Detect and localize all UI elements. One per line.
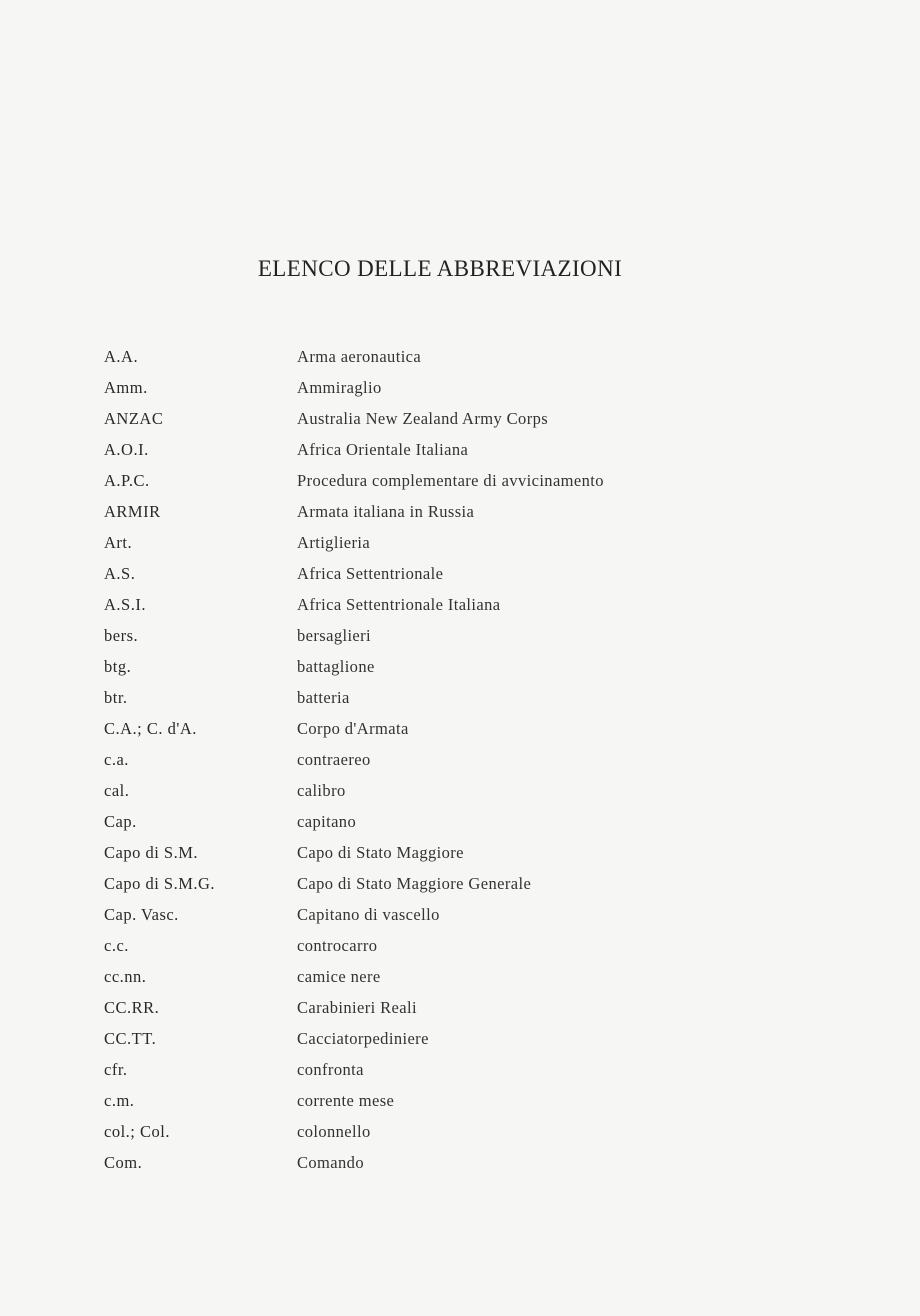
page-title: ELENCO DELLE ABBREVIAZIONI (257, 256, 623, 281)
meaning: Armata italiana in Russia (297, 502, 475, 521)
abbreviation: A.A. (104, 347, 139, 366)
list-item (104, 468, 744, 499)
meaning: Cacciatorpediniere (297, 1029, 429, 1048)
abbreviation: Amm. (104, 378, 148, 397)
meaning: Corpo d'Armata (297, 719, 409, 738)
abbreviation: col.; Col. (104, 1122, 170, 1141)
meaning: Arma aeronautica (297, 347, 422, 366)
meaning: Capo di Stato Maggiore Generale (297, 874, 532, 893)
list-item (104, 530, 744, 561)
list-item (104, 1057, 744, 1088)
meaning: corrente mese (297, 1091, 395, 1110)
abbreviation: A.S.I. (104, 595, 146, 614)
list-item (104, 685, 744, 716)
list-item (104, 375, 744, 406)
abbreviation: ANZAC (104, 409, 164, 428)
list-item (104, 499, 744, 530)
list-item (104, 809, 744, 840)
abbreviation: CC.TT. (104, 1029, 157, 1048)
abbreviation: btr. (104, 688, 128, 707)
meaning: calibro (297, 781, 346, 800)
abbreviation: Art. (104, 533, 133, 552)
abbreviation: Com. (104, 1153, 143, 1172)
abbreviation: c.c. (104, 936, 129, 955)
meaning: Africa Settentrionale Italiana (297, 595, 501, 614)
meaning: batteria (297, 688, 350, 707)
meaning: camice nere (297, 967, 381, 986)
abbreviation: ARMIR (104, 502, 161, 521)
meaning: confronta (297, 1060, 364, 1079)
list-item (104, 933, 744, 964)
meaning: Comando (297, 1153, 364, 1172)
list-item (104, 561, 744, 592)
abbreviation: A.O.I. (104, 440, 149, 459)
list-item (104, 1150, 744, 1181)
abbreviation: btg. (104, 657, 132, 676)
abbreviation-list (104, 344, 744, 1181)
abbreviation: Cap. Vasc. (104, 905, 179, 924)
list-item (104, 778, 744, 809)
abbreviation: Capo di S.M. (104, 843, 199, 862)
abbreviation: CC.RR. (104, 998, 160, 1017)
meaning: battaglione (297, 657, 375, 676)
list-item (104, 964, 744, 995)
list-item (104, 871, 744, 902)
meaning: Carabinieri Reali (297, 998, 417, 1017)
abbreviation: c.a. (104, 750, 129, 769)
meaning: Africa Settentrionale (297, 564, 444, 583)
abbreviation: cc.nn. (104, 967, 147, 986)
meaning: bersaglieri (297, 626, 372, 645)
meaning: Procedura complementare di avvicinamento (297, 471, 604, 490)
list-item (104, 654, 744, 685)
meaning: Africa Orientale Italiana (297, 440, 469, 459)
abbreviation: A.P.C. (104, 471, 150, 490)
abbreviation: bers. (104, 626, 139, 645)
list-item (104, 716, 744, 747)
meaning: Capo di Stato Maggiore (297, 843, 464, 862)
meaning: Australia New Zealand Army Corps (297, 409, 549, 428)
list-item (104, 840, 744, 871)
list-item (104, 1119, 744, 1150)
list-item (104, 623, 744, 654)
abbreviation: Capo di S.M.G. (104, 874, 216, 893)
list-item (104, 437, 744, 468)
list-item (104, 995, 744, 1026)
list-item (104, 406, 744, 437)
list-item (104, 1088, 744, 1119)
meaning: Ammiraglio (297, 378, 382, 397)
list-item (104, 344, 744, 375)
list-item (104, 902, 744, 933)
meaning: Artiglieria (297, 533, 371, 552)
meaning: controcarro (297, 936, 378, 955)
abbreviation: C.A.; C. d'A. (104, 719, 197, 738)
list-item (104, 1026, 744, 1057)
abbreviation: cal. (104, 781, 130, 800)
abbreviation: c.m. (104, 1091, 135, 1110)
list-item (104, 747, 744, 778)
meaning: Capitano di vascello (297, 905, 440, 924)
list-item (104, 592, 744, 623)
meaning: capitano (297, 812, 357, 831)
abbreviation: A.S. (104, 564, 136, 583)
meaning: contraereo (297, 750, 371, 769)
abbreviation: Cap. (104, 812, 137, 831)
meaning: colonnello (297, 1122, 371, 1141)
abbreviation: cfr. (104, 1060, 128, 1079)
